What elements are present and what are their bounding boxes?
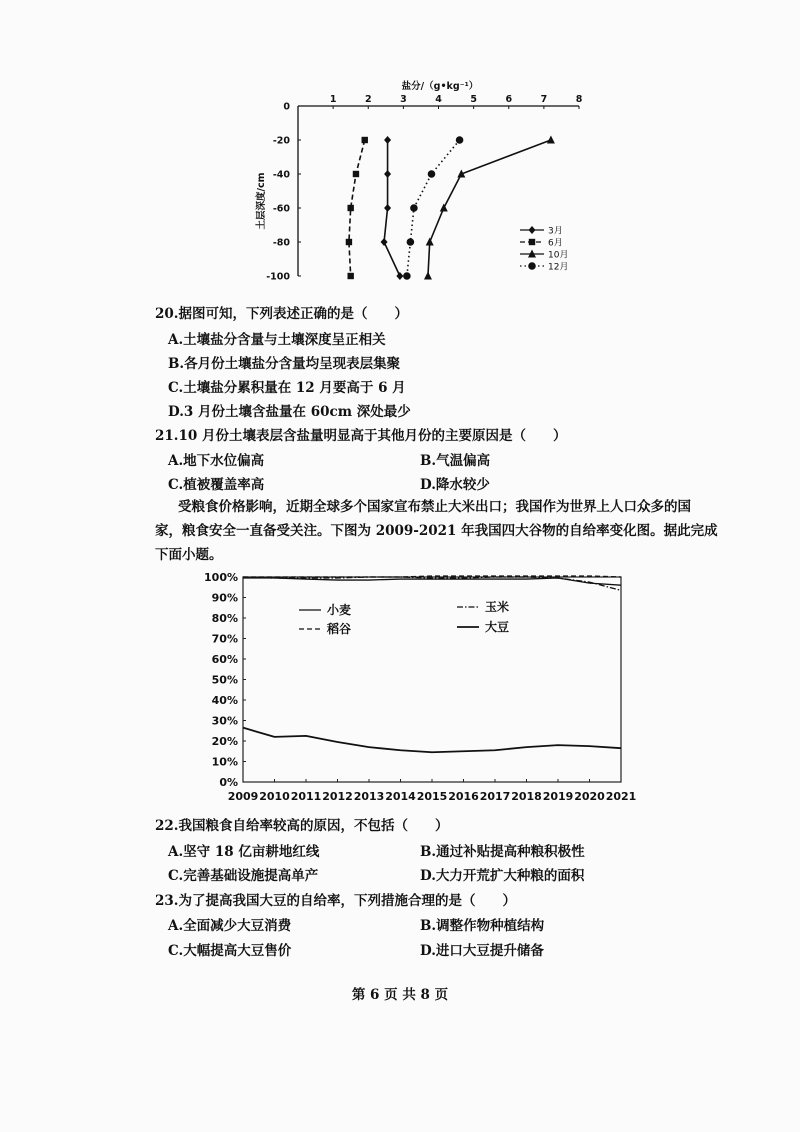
- x-tick-label: 2020: [574, 790, 605, 803]
- y-tick-label: 70%: [211, 632, 238, 646]
- y-tick-label: 90%: [211, 591, 238, 605]
- x-tick-label: 2009: [227, 790, 259, 803]
- q21-option-c[interactable]: C.植被覆盖率高: [168, 477, 265, 493]
- q22-option-d[interactable]: D.大力开荒扩大种粮的面积: [420, 868, 585, 884]
- legend-label: 玉米: [485, 600, 510, 614]
- x-tick-label: 2010: [259, 790, 290, 803]
- x-tick-label: 2021: [605, 790, 637, 803]
- y-tick-label: -20: [272, 135, 290, 147]
- data-point: [440, 204, 448, 212]
- y-tick-label: -80: [272, 237, 290, 249]
- legend-label: 小麦: [327, 603, 352, 617]
- x-tick-label: 2013: [353, 790, 385, 803]
- x-tick-label: 2016: [448, 790, 479, 803]
- x-tick-label: 2012: [322, 790, 353, 803]
- legend-marker: [529, 226, 536, 234]
- data-point: [353, 171, 359, 177]
- passage-line-3: 下面小题。: [155, 547, 223, 563]
- data-point: [426, 238, 434, 246]
- legend-marker: [528, 262, 536, 270]
- x-tick-label: 2018: [511, 790, 542, 803]
- x-tick-label: 2015: [416, 790, 448, 803]
- series-line-0: [243, 578, 621, 585]
- q23-option-d[interactable]: D.进口大豆提升储备: [420, 943, 544, 959]
- y-tick-label: 100%: [204, 571, 238, 584]
- q22-stem: 22.我国粮食自给率较高的原因，不包括（ ）: [155, 818, 449, 834]
- page-footer: 第 6 页 共 8 页: [351, 987, 449, 1003]
- x-tick-label: 6: [505, 94, 513, 105]
- legend-label: 12月: [548, 262, 569, 273]
- x-tick-label: 5: [470, 94, 477, 105]
- x-tick-label: 2014: [385, 790, 416, 803]
- data-point: [396, 272, 403, 280]
- y-tick-label: 20%: [211, 735, 238, 748]
- x-tick-label: 2017: [479, 790, 511, 803]
- q23-option-a[interactable]: A.全面减少大豆消费: [168, 918, 292, 934]
- series-line-3: [243, 728, 621, 753]
- y-tick-label: -100: [266, 271, 290, 283]
- x-tick-label: 2: [364, 94, 372, 105]
- q22-option-b[interactable]: B.通过补贴提高种粮积极性: [420, 844, 585, 860]
- x-axis-title: 盐分/（g•kg⁻¹）: [401, 81, 479, 92]
- data-point: [424, 272, 432, 280]
- salinity-chart: [240, 80, 600, 285]
- plot-frame: [243, 577, 621, 782]
- x-tick-label: 3: [400, 94, 407, 105]
- q22-option-a[interactable]: A.坚守 18 亿亩耕地红线: [168, 844, 320, 860]
- x-tick-label: 7: [540, 94, 548, 105]
- y-tick-label: 50%: [211, 673, 238, 687]
- data-point: [381, 238, 388, 246]
- q20-option-a[interactable]: A.土壤盐分含量与土壤深度呈正相关: [168, 332, 386, 348]
- passage-line-1: 受粮食价格影响，近期全球多个国家宣布禁止大米出口；我国作为世界上人口众多的国: [178, 499, 691, 515]
- q23-option-c[interactable]: C.大幅提高大豆售价: [168, 943, 292, 959]
- q23-option-b[interactable]: B.调整作物种植结构: [420, 918, 545, 934]
- legend-label: 大豆: [485, 620, 510, 634]
- y-tick-label: 60%: [211, 653, 238, 666]
- y-tick-label: -60: [272, 203, 290, 215]
- data-point: [410, 204, 418, 212]
- q20-option-b[interactable]: B.各月份土壤盐分含量均呈现表层集聚: [168, 356, 401, 372]
- legend-label: 6月: [548, 238, 563, 249]
- q21-option-a[interactable]: A.地下水位偏高: [168, 453, 265, 469]
- legend-marker: [529, 239, 535, 245]
- data-point: [384, 136, 391, 144]
- x-tick-label: 2019: [542, 790, 574, 803]
- data-point: [362, 137, 368, 143]
- y-tick-label: 0%: [219, 776, 238, 789]
- y-tick-label: -40: [272, 169, 290, 181]
- data-point: [403, 272, 411, 280]
- y-tick-label: 0: [283, 101, 290, 113]
- y-tick-label: 10%: [211, 755, 238, 769]
- passage-line-2: 家，粮食安全一直备受关注。下图为 2009-2021 年我国四大谷物的自给率变化图。据此完成: [155, 523, 718, 539]
- q21-option-b[interactable]: B.气温偏高: [420, 453, 491, 469]
- y-tick-label: 30%: [211, 714, 238, 728]
- data-point: [428, 170, 436, 178]
- y-tick-label: 40%: [211, 694, 238, 707]
- data-point: [346, 239, 352, 245]
- data-point: [384, 170, 391, 178]
- data-point: [456, 136, 464, 144]
- legend-label: 10月: [548, 250, 569, 261]
- q20-option-c[interactable]: C.土壤盐分累积量在 12 月要高于 6 月: [168, 380, 406, 396]
- q20-stem: 20.据图可知，下列表述正确的是（ ）: [155, 306, 408, 322]
- data-point: [547, 136, 555, 144]
- data-point: [347, 205, 353, 211]
- y-axis-title: 土层深度/cm: [256, 172, 267, 230]
- q21-stem: 21.10 月份土壤表层含盐量明显高于其他月份的主要原因是（ ）: [155, 428, 567, 444]
- q21-option-d[interactable]: D.降水较少: [420, 477, 490, 493]
- legend-label: 3月: [548, 226, 563, 237]
- x-tick-label: 4: [435, 94, 442, 105]
- data-point: [407, 238, 415, 246]
- data-point: [347, 273, 353, 279]
- y-tick-label: 80%: [211, 612, 238, 625]
- x-tick-label: 1: [329, 94, 337, 105]
- self-sufficiency-chart: [195, 565, 645, 805]
- q22-option-c[interactable]: C.完善基础设施提高单产: [168, 868, 319, 884]
- q20-option-d[interactable]: D.3 月份土壤含盐量在 60cm 深处最少: [168, 404, 411, 420]
- legend-label: 稻谷: [327, 622, 352, 636]
- x-tick-label: 8: [575, 94, 583, 105]
- q23-stem: 23.为了提高我国大豆的自给率，下列措施合理的是（ ）: [155, 893, 516, 909]
- x-tick-label: 2011: [290, 790, 322, 803]
- data-point: [384, 204, 391, 212]
